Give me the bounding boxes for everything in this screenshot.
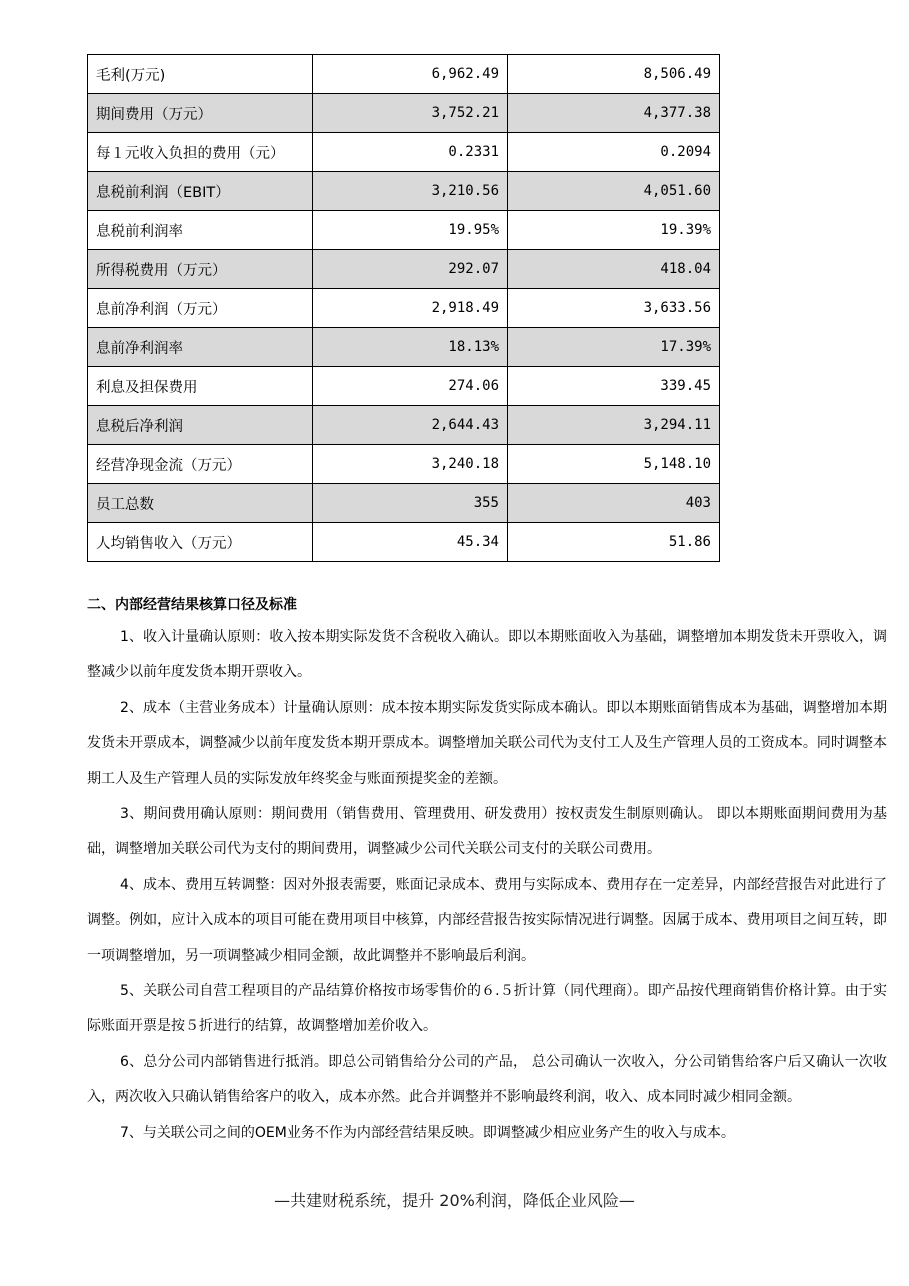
table-row bbox=[88, 445, 720, 484]
row-value-period-1: 18.13% bbox=[313, 328, 508, 367]
row-value-period-2: 5,148.10 bbox=[508, 445, 720, 484]
accounting-standards-section bbox=[87, 590, 887, 1151]
row-label: 息前净利润（万元） bbox=[88, 289, 313, 328]
table-row bbox=[88, 133, 720, 172]
row-label: 息税前利润率 bbox=[88, 211, 313, 250]
table-row bbox=[88, 250, 720, 289]
row-value-period-1: 19.95% bbox=[313, 211, 508, 250]
row-value-period-1: 6,962.49 bbox=[313, 55, 508, 94]
paragraph-cost-expense-transfer: 4、成本、费用互转调整：因对外报表需要，账面记录成本、费用与实际成本、费用存在一定差异，内部经营报告对此进行了调整。例如，应计入成本的项目可能在费用项目中核算，内部经营报告按实际情况进行调整。因属于成本、费用项目之间互转，即一项调整增加，另一项调整减少相同金额，故此调整并不影响最后利润。 bbox=[87, 876, 887, 964]
table-row bbox=[88, 289, 720, 328]
row-value-period-1: 2,644.43 bbox=[313, 406, 508, 445]
page-footer: —共建财税系统，提升 20%利润，降低企业风险— bbox=[274, 1191, 635, 1210]
row-label: 息税前利润（EBIT） bbox=[88, 172, 313, 211]
row-value-period-1: 355 bbox=[313, 484, 508, 523]
row-value-period-1: 45.34 bbox=[313, 523, 508, 562]
row-label: 利息及担保费用 bbox=[88, 367, 313, 406]
row-value-period-1: 2,918.49 bbox=[313, 289, 508, 328]
financial-table-body bbox=[88, 55, 720, 562]
row-value-period-1: 292.07 bbox=[313, 250, 508, 289]
row-value-period-2: 403 bbox=[508, 484, 720, 523]
table-row bbox=[88, 94, 720, 133]
financial-table bbox=[87, 54, 720, 562]
row-value-period-2: 339.45 bbox=[508, 367, 720, 406]
row-label: 期间费用（万元） bbox=[88, 94, 313, 133]
row-value-period-2: 4,051.60 bbox=[508, 172, 720, 211]
table-row bbox=[88, 406, 720, 445]
row-value-period-2: 3,633.56 bbox=[508, 289, 720, 328]
row-value-period-2: 418.04 bbox=[508, 250, 720, 289]
row-label: 毛利(万元) bbox=[88, 55, 313, 94]
paragraph-oem-business: 7、与关联公司之间的OEM业务不作为内部经营结果反映。即调整减少相应业务产生的收入与成本。 bbox=[120, 1124, 735, 1141]
row-label: 经营净现金流（万元） bbox=[88, 445, 313, 484]
row-label: 员工总数 bbox=[88, 484, 313, 523]
row-value-period-2: 0.2094 bbox=[508, 133, 720, 172]
table-row bbox=[88, 523, 720, 562]
row-label: 每１元收入负担的费用（元） bbox=[88, 133, 313, 172]
row-value-period-1: 274.06 bbox=[313, 367, 508, 406]
row-value-period-1: 3,752.21 bbox=[313, 94, 508, 133]
paragraph-cost-recognition: 2、成本（主营业务成本）计量确认原则：成本按本期实际发货实际成本确认。即以本期账面销售成本为基础，调整增加本期发货未开票成本，调整减少以前年度发货本期开票成本。调整增加关联公司代为支付工人及生产管理人员的工资成本。同时调整本期工人及生产管理人员的实际发放年终奖金与账面预提奖金的差额。 bbox=[87, 699, 887, 787]
row-value-period-2: 51.86 bbox=[508, 523, 720, 562]
table-row bbox=[88, 367, 720, 406]
row-label: 息税后净利润 bbox=[88, 406, 313, 445]
table-row bbox=[88, 484, 720, 523]
section-heading: 二、内部经营结果核算口径及标准 bbox=[87, 597, 297, 613]
row-label: 息前净利润率 bbox=[88, 328, 313, 367]
table-row bbox=[88, 172, 720, 211]
row-value-period-1: 0.2331 bbox=[313, 133, 508, 172]
table-row bbox=[88, 328, 720, 367]
row-value-period-2: 8,506.49 bbox=[508, 55, 720, 94]
row-value-period-1: 3,210.56 bbox=[313, 172, 508, 211]
table-row bbox=[88, 55, 720, 94]
row-label: 所得税费用（万元） bbox=[88, 250, 313, 289]
row-value-period-2: 17.39% bbox=[508, 328, 720, 367]
table-row bbox=[88, 211, 720, 250]
row-label: 人均销售收入（万元） bbox=[88, 523, 313, 562]
row-value-period-2: 4,377.38 bbox=[508, 94, 720, 133]
paragraph-period-expense: 3、期间费用确认原则：期间费用（销售费用、管理费用、研发费用）按权责发生制原则确认。 即以本期账面期间费用为基础，调整增加关联公司代为支付的期间费用，调整减少公司代关联公司支付的关联公司费用。 bbox=[87, 806, 887, 858]
row-value-period-2: 19.39% bbox=[508, 211, 720, 250]
paragraph-related-party-pricing: 5、关联公司自营工程项目的产品结算价格按市场零售价的６.５折计算（同代理商）。即产品按代理商销售价格计算。由于实际账面开票是按５折进行的结算，故调整增加差价收入。 bbox=[87, 983, 887, 1035]
paragraph-revenue-recognition: 1、收入计量确认原则：收入按本期实际发货不含税收入确认。即以本期账面收入为基础，调整增加本期发货未开票收入，调整减少以前年度发货本期开票收入。 bbox=[87, 629, 887, 681]
row-value-period-1: 3,240.18 bbox=[313, 445, 508, 484]
row-value-period-2: 3,294.11 bbox=[508, 406, 720, 445]
paragraph-internal-sales-offset: 6、总分公司内部销售进行抵消。即总公司销售给分公司的产品， 总公司确认一次收入，分公司销售给客户后又确认一次收入，两次收入只确认销售给客户的收入，成本亦然。此合并调整并不影响最终利润，收入、成本同时减少相同金额。 bbox=[87, 1053, 887, 1106]
